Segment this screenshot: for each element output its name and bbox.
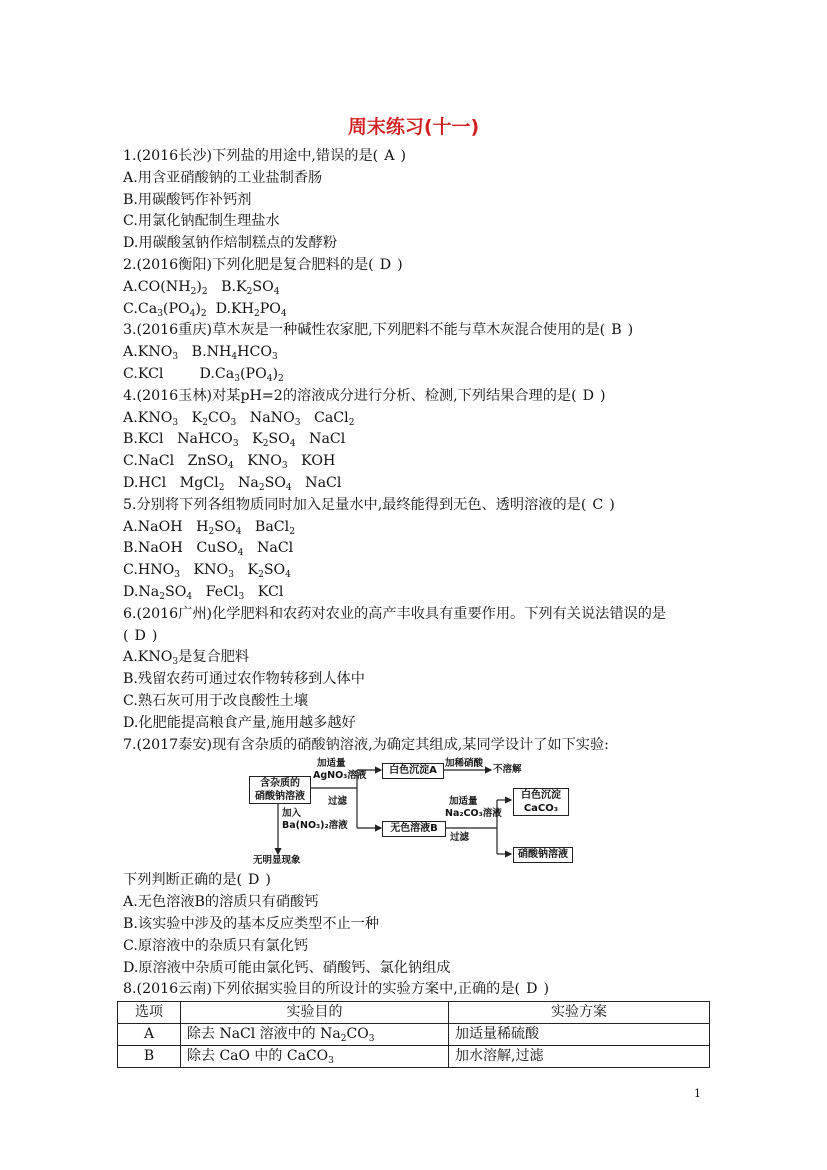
table-row: B 除去 CaO 中的 CaCO$_3$ 加水溶解,过滤: [118, 1046, 710, 1068]
acid-label: 加稀硝酸: [445, 758, 484, 770]
option: D.原溶液中杂质可能由氯化钙、硝酸钙、氯化钠组成: [123, 959, 451, 976]
precipitate-c-box: 白色沉淀 CaCO₃: [513, 788, 569, 816]
question-1: 1.(2016长沙)下列盐的用途中,错误的是( A ): [123, 146, 723, 168]
option: $A.CO(NH_2)_2$ $B.K_2SO_4$: [123, 278, 280, 297]
answer-7: D: [248, 872, 260, 889]
answer-4: D: [582, 387, 595, 404]
answer-2: D: [379, 256, 392, 273]
option: C.NaCl ZnSO$_4$ $KNO_3$ KOH: [123, 453, 336, 472]
question-6: 6.(2016广州)化学肥料和农药对农业的高产丰收具有重要作用。下列有关说法错误的是: [123, 605, 667, 622]
solution-b-box: 无色溶液B: [382, 821, 446, 837]
filter-2-label: 过滤: [450, 832, 470, 844]
question-2: 2.(2016衡阳)下列化肥是复合肥料的是( D ): [123, 255, 723, 277]
answer-1: A: [384, 148, 395, 164]
option: B.残留农药可通过农作物转移到人体中: [123, 671, 365, 688]
insoluble-label: 不溶解: [493, 764, 522, 776]
option: A.NaOH $H_2SO_4$ BaCl$_2$: [123, 518, 295, 537]
question-7: 7.(2017泰安)现有含杂质的硝酸钠溶液,为确定其组成,某同学设计了如下实验:: [123, 736, 609, 753]
option: $A.KNO_3$是复合肥料: [123, 649, 250, 668]
no-change-label: 无明显现象: [253, 855, 301, 867]
question-list: [123, 146, 723, 1068]
answer-5: C: [592, 496, 604, 513]
question-7-judge: 下列判断正确的是( D ): [123, 870, 723, 892]
table-header-row: [118, 1002, 710, 1024]
answer-3: B: [611, 322, 622, 339]
question-8: 8.(2016云南)下列依据实验目的所设计的实验方案中,正确的是( D ): [123, 979, 723, 1001]
option: B.该实验中涉及的基本反应类型不止一种: [123, 915, 380, 932]
option: $C.HNO_3$ $KNO_3$ $K_2SO_4$: [123, 562, 291, 581]
experiment-flow-diagram: [123, 758, 723, 866]
option: B.用碳酸钙作补钙剂: [123, 191, 252, 208]
option: $A.KNO_3$ $K_2CO_3$ NaNO$_3$ CaCl$_2$: [123, 409, 355, 428]
option: C.KCl $D.Ca_3(PO_4)_2$: [123, 365, 284, 384]
filter-1-label: 过滤: [328, 796, 348, 808]
final-solution-box: 硝酸钠溶液: [513, 847, 573, 863]
header-purpose: 实验目的: [181, 1002, 449, 1024]
precipitate-a-box: 白色沉淀A: [382, 763, 444, 779]
option: A.用含亚硝酸钠的工业盐制香肠: [123, 169, 323, 186]
question-3: 3.(2016重庆)草木灰是一种碱性农家肥,下列肥料不能与草木灰混合使用的是( B ): [123, 320, 723, 342]
experiment-table: [117, 1001, 710, 1068]
reagent-1-label: 加适量 AgNO₃溶液: [313, 758, 367, 782]
option: B.KCl NaHCO$_3$ $K_2SO_4$ NaCl: [123, 431, 346, 450]
header-plan: 实验方案: [449, 1002, 710, 1024]
start-solution-box: 含杂质的 硝酸钠溶液: [249, 776, 311, 804]
option: $A.KNO_3$ $B.NH_4HCO_3$: [123, 344, 278, 363]
option: C.熟石灰可用于改良酸性土壤: [123, 692, 309, 709]
option: $C.Ca_3(PO_4)_2$ $D.KH_2PO_4$: [123, 300, 287, 319]
option: $D.Na_2SO_4$ FeCl$_3$ KCl: [123, 583, 284, 602]
table-row: A 除去 NaCl 溶液中的 $Na_2CO_3$ 加适量稀硫酸: [118, 1024, 710, 1046]
answer-6: D: [134, 627, 146, 644]
option: D.化肥能提高粮食产量,施用越多越好: [123, 714, 356, 731]
option: D.用碳酸氢钠作焙制糕点的发酵粉: [123, 235, 338, 252]
question-4: 4.(2016玉林)对某pH=2的溶液成分进行分析、检测,下列结果合理的是( D ): [123, 386, 723, 408]
page-title: 周末练习(十一): [347, 116, 480, 138]
option: C.原溶液中的杂质只有氯化钙: [123, 937, 309, 954]
answer-6-line: ( D ): [123, 626, 723, 648]
reagent-3-label: 加入 Ba(NO₃)₂溶液: [282, 808, 348, 832]
reagent-2-label: 加适量 Na₂CO₃溶液: [445, 796, 502, 820]
option: D.HCl MgCl$_2$ $Na_2SO_4$ NaCl: [123, 474, 342, 493]
option: B.NaOH CuSO$_4$ NaCl: [123, 540, 294, 559]
page-number: 1: [694, 1087, 701, 1100]
option: C.用氯化钠配制生理盐水: [123, 213, 280, 230]
answer-8: D: [526, 981, 538, 998]
question-5: 5.分别将下列各组物质同时加入足量水中,最终能得到无色、透明溶液的是( C ): [123, 495, 723, 517]
option: A.无色溶液B的溶质只有硝酸钙: [123, 894, 319, 911]
header-option: 选项: [118, 1002, 181, 1024]
